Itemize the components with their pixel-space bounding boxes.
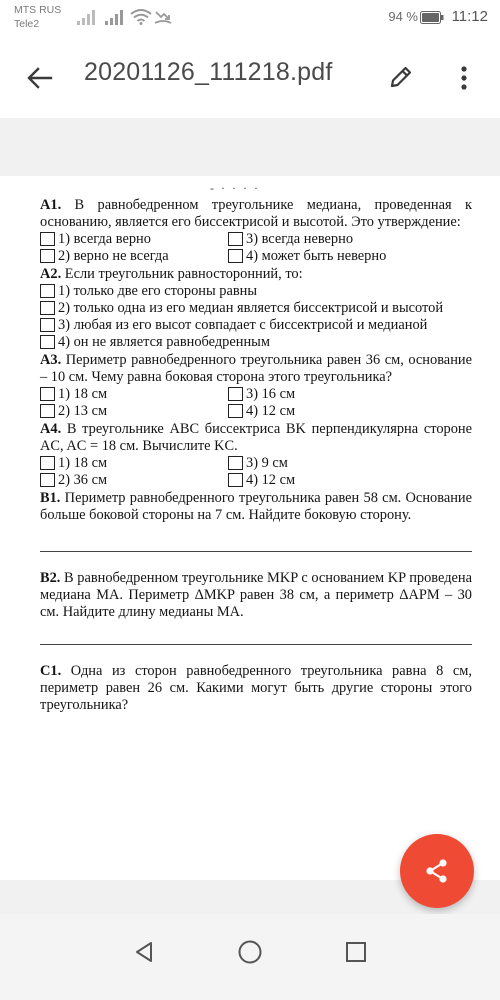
checkbox[interactable] [40, 456, 55, 470]
a4-option-1: 1) 18 см [40, 455, 228, 472]
checkbox[interactable] [40, 404, 55, 418]
checkbox[interactable] [228, 387, 243, 401]
checkbox[interactable] [40, 318, 55, 332]
question-b2 [40, 570, 472, 621]
carrier-1: MTS RUS [14, 4, 62, 16]
answer-line-b2 [40, 621, 472, 645]
question-a1-text: В равнобедренном треугольнике медиана, проведенная к основанию, является его биссектрисой и высотой. Это утверждение: [40, 197, 472, 230]
checkbox[interactable] [228, 249, 243, 263]
viewer-background-top [0, 118, 500, 176]
question-a4-options [40, 455, 472, 489]
checkbox[interactable] [40, 301, 55, 315]
question-a1-options [40, 231, 472, 265]
back-button[interactable] [22, 60, 58, 96]
checkbox[interactable] [40, 473, 55, 487]
edit-button[interactable] [382, 58, 420, 96]
system-navigation-bar [0, 914, 500, 1000]
checkbox[interactable] [228, 456, 243, 470]
a2-option-3: 3) любая из его высот совпадает с биссектрисой и медианой [40, 317, 472, 334]
a2-option-2: 2) только одна из его медиан является биссектрисой и высотой [40, 300, 472, 317]
checkbox[interactable] [228, 232, 243, 246]
a3-option-3: 3) 16 см [228, 386, 472, 403]
question-a3 [40, 352, 472, 386]
battery-icon [420, 11, 444, 24]
question-b2-text: В равнобедренном треугольнике MKP с основанием KP проведена медиана MA. Периметр ΔMKP равен 38 см, а периметр ΔAPM – 30 см. Найдите длину медианы MA. [40, 570, 472, 620]
triangle-back-icon [133, 940, 155, 964]
battery-percent: 94 % [388, 9, 418, 24]
checkbox[interactable] [228, 404, 243, 418]
question-a3-options [40, 386, 472, 420]
question-b1-number: В1. [40, 490, 61, 506]
a2-option-1: 1) только две его стороны равны [40, 283, 472, 300]
question-a1 [40, 197, 472, 231]
status-bar [0, 0, 500, 38]
question-b1 [40, 490, 472, 524]
checkbox[interactable] [40, 335, 55, 349]
a1-option-4: 4) может быть неверно [228, 248, 472, 265]
pdf-page[interactable] [0, 176, 500, 880]
missed-call-icon [154, 9, 172, 25]
question-a4-text: В треугольнике ABC биссектриса BK перпендикулярна стороне AC, AC = 18 см. Вычислите KC. [40, 421, 472, 454]
a4-option-3: 3) 9 см [228, 455, 472, 472]
more-options-button[interactable] [452, 58, 476, 98]
document-title: 20201126_111218.pdf [84, 58, 333, 86]
more-vert-icon [461, 66, 467, 90]
nav-back-button[interactable] [124, 932, 164, 972]
a3-option-4: 4) 12 см [228, 403, 472, 420]
a4-option-2: 2) 36 см [40, 472, 228, 489]
question-a3-text: Периметр равнобедренного треугольника равен 36 см, основание – 10 см. Чему равна боковая сторона этого треугольника? [40, 352, 472, 385]
checkbox[interactable] [40, 387, 55, 401]
nav-home-button[interactable] [230, 932, 270, 972]
question-a2-text: Если треугольник равносторонний, то: [61, 266, 303, 282]
a1-option-2: 2) верно не всегда [40, 248, 228, 265]
question-a2-number: А2. [40, 266, 62, 282]
signal-icon-1 [76, 9, 98, 25]
checkbox[interactable] [40, 249, 55, 263]
a1-option-3: 3) всегда неверно [228, 231, 472, 248]
app-bar [0, 38, 500, 118]
question-a2-options [40, 283, 472, 351]
signal-icon-2 [104, 9, 126, 25]
question-c1-text: Одна из сторон равнобедренного треугольника равна 8 см, периметр равен 26 см. Какими могут быть другие стороны этого треугольника? [40, 663, 472, 713]
share-button[interactable] [400, 834, 474, 908]
arrow-back-icon [27, 67, 53, 89]
question-a4-number: А4. [40, 421, 62, 437]
question-a4 [40, 421, 472, 455]
nav-recents-button[interactable] [336, 932, 376, 972]
question-a3-number: А3. [40, 352, 62, 368]
a3-option-1: 1) 18 см [40, 386, 228, 403]
question-b1-text: Периметр равнобедренного треугольника равен 58 см. Основание больше боковой стороны на 7 см. Найдите боковую сторону. [40, 490, 472, 523]
checkbox[interactable] [40, 232, 55, 246]
question-c1 [40, 663, 472, 714]
question-a2 [40, 266, 472, 283]
a3-option-2: 2) 13 см [40, 403, 228, 420]
a4-option-4: 4) 12 см [228, 472, 472, 489]
a2-option-4: 4) он не является равнобедренным [40, 334, 472, 351]
question-c1-number: С1. [40, 663, 62, 679]
share-icon [423, 857, 451, 885]
pencil-icon [388, 64, 414, 90]
circle-home-icon [237, 939, 263, 965]
answer-line-b1 [40, 524, 472, 552]
question-b2-number: В2. [40, 570, 61, 586]
clock: 11:12 [451, 8, 488, 25]
a1-option-1: 1) всегда верно [40, 231, 228, 248]
wifi-icon [130, 9, 152, 25]
page-content [40, 176, 472, 714]
question-a1-number: А1. [40, 197, 62, 213]
carrier-2: Tele2 [14, 18, 40, 30]
square-recents-icon [345, 941, 367, 963]
checkbox[interactable] [40, 284, 55, 298]
checkbox[interactable] [228, 473, 243, 487]
page-header-fragment: - · · · · [210, 181, 260, 195]
